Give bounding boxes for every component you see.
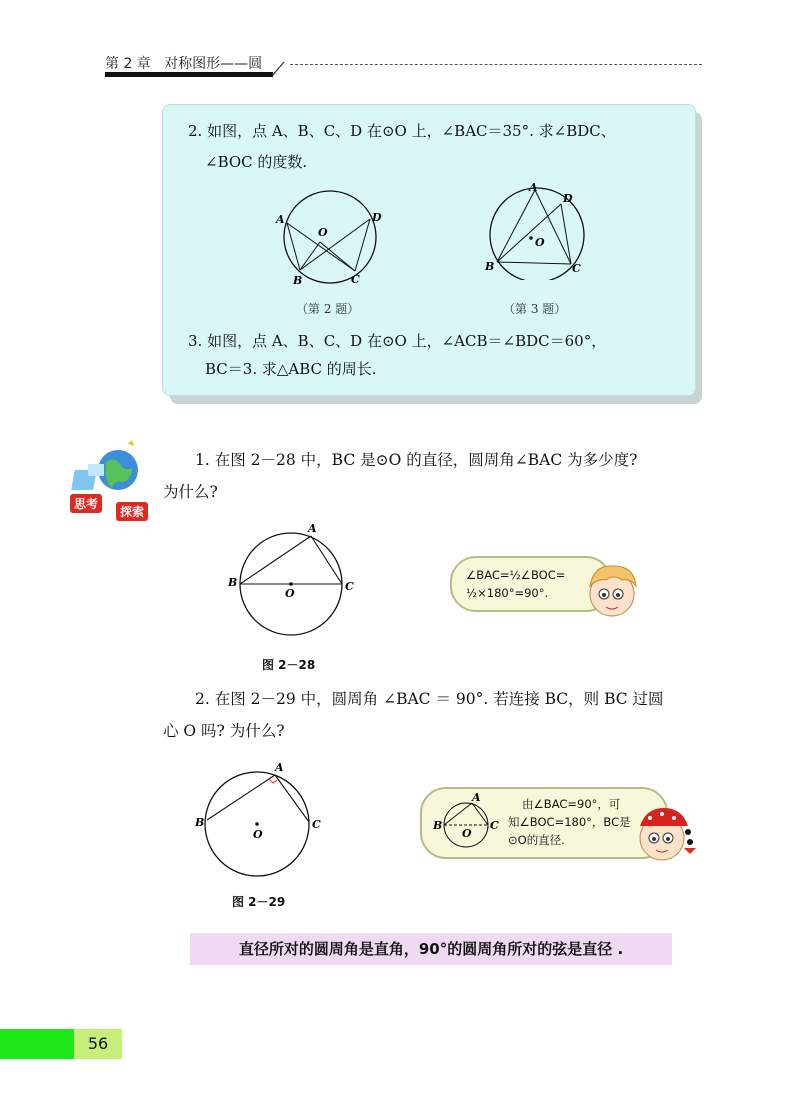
point-label: B [195, 816, 205, 829]
chapter-number: 第 2 章 [105, 56, 151, 72]
figure-label-2-29: 图 2－29 [232, 895, 286, 909]
summary-banner [190, 933, 672, 965]
explore-label: 探索 [116, 502, 148, 521]
think-label: 思考 [70, 494, 102, 513]
hint-2-line-2: 知∠BOC=180°，BC是 [508, 815, 631, 829]
point-label: A [308, 522, 317, 535]
header-dashed-line [290, 64, 702, 65]
hint-1-line-2: ½×180°=90°. [466, 586, 549, 600]
cartoon-face-icon [582, 560, 642, 624]
point-label: O [535, 236, 545, 249]
part-2-line-2: 心 O 吗? 为什么? [163, 722, 285, 740]
hint-2-line-1: 由∠BAC=90°，可 [522, 797, 621, 811]
point-label: A [275, 761, 284, 774]
exercise-3-line-1: 3. 如图，点 A、B、C、D 在⊙O 上，∠ACB＝∠BDC＝60°， [188, 332, 607, 350]
point-label: B [228, 576, 238, 589]
page-number-bar [0, 1029, 74, 1059]
point-label: O [253, 828, 263, 841]
exercise-3-line-2: BC＝3. 求△ABC 的周长. [205, 360, 377, 378]
figure-label-2-28: 图 2－28 [262, 658, 316, 672]
point-label: C [312, 818, 321, 831]
part-1-line-2: 为什么? [163, 483, 218, 501]
chapter-header [105, 53, 262, 73]
point-label: C [351, 273, 360, 286]
point-label: B [485, 260, 495, 273]
figure-caption-3: （第 3 题） [503, 302, 567, 316]
point-label: D [563, 192, 573, 205]
point-label: B [433, 819, 443, 832]
point-label: A [529, 181, 538, 194]
summary-text: 直径所对的圆周角是直角，90°的圆周角所对的弦是直径 . [238, 940, 624, 958]
part-1-line-1: 1. 在图 2－28 中，BC 是⊙O 的直径，圆周角∠BAC 为多少度? [195, 451, 638, 469]
point-label: O [318, 226, 328, 239]
hint-2-line-3: ⊙O的直径. [508, 833, 565, 847]
exercise-2-line-1: 2. 如图，点 A、B、C、D 在⊙O 上，∠BAC＝35°. 求∠BDC、 [188, 122, 616, 140]
exercise-3-figure [480, 180, 590, 280]
cartoon-face-icon [632, 802, 696, 866]
exercise-2-figure [275, 185, 385, 290]
chapter-title: 对称图形——圆 [164, 56, 263, 72]
point-label: O [462, 827, 472, 840]
point-label: C [490, 819, 499, 832]
point-label: C [572, 262, 581, 275]
hint-2-mini-figure [428, 793, 508, 853]
hint-bubble-2 [420, 787, 668, 859]
think-explore-icon [68, 440, 160, 520]
point-label: A [472, 793, 481, 804]
figure-2-28 [225, 520, 360, 645]
figure-caption-2: （第 2 题） [296, 302, 360, 316]
hint-1-line-1: ∠BAC=½∠BOC= [466, 568, 566, 582]
point-label: B [293, 274, 303, 287]
page-number: 56 [74, 1029, 122, 1059]
point-label: D [372, 211, 382, 224]
header-slash-decoration [270, 58, 290, 78]
point-label: A [276, 213, 285, 226]
header-bar [105, 72, 273, 77]
exercise-2-line-2: ∠BOC 的度数. [205, 153, 308, 171]
point-label: C [345, 580, 354, 593]
figure-2-29 [195, 760, 325, 885]
point-label: O [285, 587, 295, 600]
part-2-line-1: 2. 在图 2－29 中，圆周角 ∠BAC ＝ 90°. 若连接 BC，则 BC 过圆 [195, 690, 664, 708]
